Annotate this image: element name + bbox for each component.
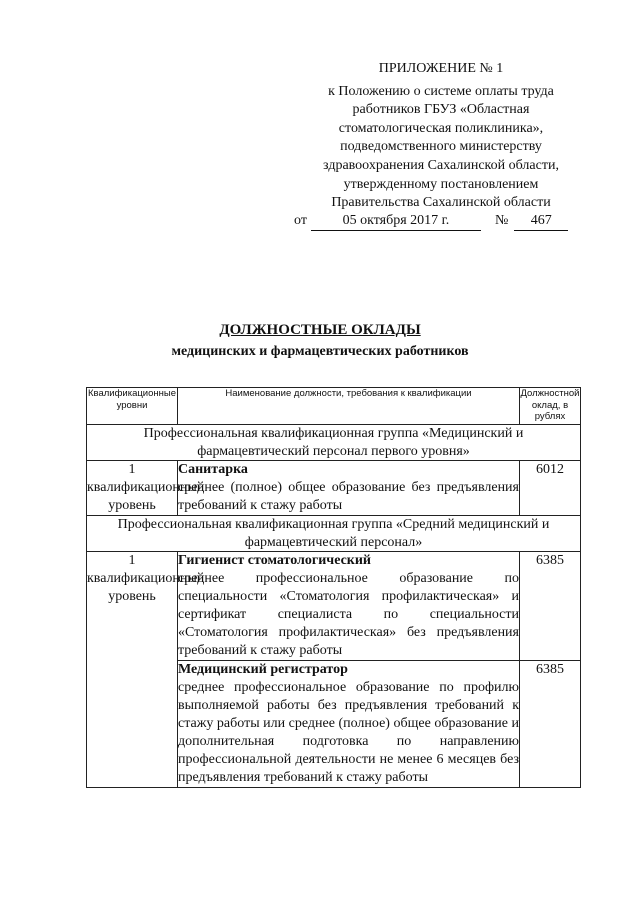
appendix-line: здравоохранения Сахалинской области, [323, 157, 559, 173]
salary-value: 6385 [520, 661, 581, 788]
appendix-line: к Положению о системе оплаты труда [328, 83, 554, 99]
position-requirements: среднее профессиональное образование по профилю выполняемой работы без предъявления требований к стажу работы или среднее (полное) общее образование и дополнительная подготовка по направлению профессиональной деятельности не менее 6 месяцев без предъявления требований к стажу работы [178, 680, 519, 785]
position-requirements: среднее профессиональное образование по специальности «Стоматология профилактическая» и сертификат специалиста по специальности «Стоматология профилактическая» без предъявления требований к стажу работы [178, 571, 519, 658]
appendix-heading: ПРИЛОЖЕНИЕ № 1 [378, 61, 504, 76]
group-title: Профессиональная квалификационная группа «Медицинский и фармацевтический персонал первого уровня» [87, 425, 581, 461]
appendix-line: утвержденному постановлением [343, 176, 539, 192]
position-cell [178, 661, 520, 788]
document-subtitle: медицинских и фармацевтических работников [171, 344, 469, 359]
group-row [87, 516, 581, 552]
appendix-line: подведомственного министерству [340, 139, 542, 155]
from-label: от [294, 213, 307, 228]
header-salary: Должностной оклад, в рублях [520, 388, 581, 425]
table-row [87, 461, 581, 516]
table-row [87, 552, 581, 661]
salary-table [86, 387, 581, 788]
position-name: Медицинский регистратор [178, 662, 348, 677]
number-label: № [494, 213, 509, 228]
resolution-reference [294, 212, 568, 231]
document-title: ДОЛЖНОСТНЫЕ ОКЛАДЫ [219, 322, 421, 338]
header-level: Квалификационные уровни [87, 388, 178, 425]
group-row [87, 425, 581, 461]
appendix-line: Правительства Сахалинской области [331, 195, 551, 211]
qualification-level: 1 квалификационный уровень [87, 461, 178, 516]
position-cell [178, 461, 520, 516]
position-name: Санитарка [178, 462, 248, 477]
appendix-block [296, 60, 586, 213]
appendix-line: стоматологическая поликлиника», [338, 120, 544, 136]
salary-value: 6385 [520, 552, 581, 661]
salary-value: 6012 [520, 461, 581, 516]
position-cell [178, 552, 520, 661]
qualification-level: 1 квалификационный уровень [87, 552, 178, 788]
position-requirements: среднее (полное) общее образование без предъявления требований к стажу работы [178, 480, 519, 513]
appendix-line: работников ГБУЗ «Областная [352, 102, 530, 118]
table-header-row [87, 388, 581, 425]
position-name: Гигиенист стоматологический [178, 553, 371, 568]
group-title: Профессиональная квалификационная группа «Средний медицинский и фармацевтический персонал» [87, 516, 581, 552]
resolution-date: 05 октября 2017 г. [311, 212, 481, 231]
resolution-number: 467 [514, 212, 568, 231]
header-position: Наименование должности, требования к квалификации [178, 388, 520, 425]
